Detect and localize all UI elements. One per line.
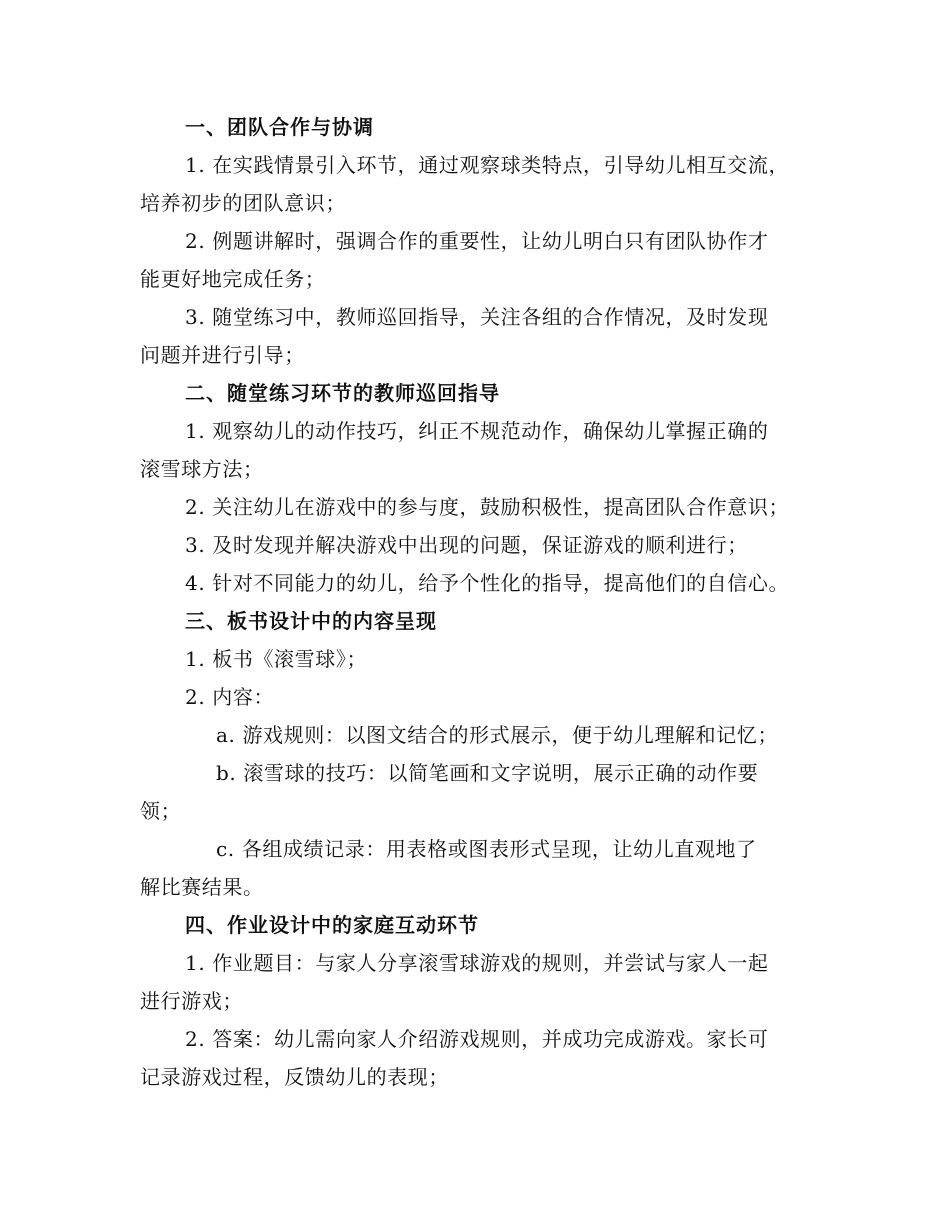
paragraph-line: b. 滚雪球的技巧：以简笔画和文字说明，展示正确的动作要 bbox=[216, 761, 759, 785]
paragraph-line: 1. 在实践情景引入环节，通过观察球类特点，引导幼儿相互交流， bbox=[185, 153, 790, 177]
paragraph-line: 解比赛结果。 bbox=[140, 875, 264, 899]
paragraph-line: 2. 答案：幼儿需向家人介绍游戏规则，并成功完成游戏。家长可 bbox=[185, 1027, 769, 1051]
paragraph-line: 1. 作业题目：与家人分享滚雪球游戏的规则，并尝试与家人一起 bbox=[185, 951, 769, 975]
paragraph-line: 2. 内容： bbox=[185, 685, 275, 709]
section-heading: 四、作业设计中的家庭互动环节 bbox=[185, 913, 479, 937]
paragraph-line: 进行游戏； bbox=[140, 989, 243, 1013]
paragraph-line: 领； bbox=[140, 799, 182, 823]
paragraph-line: c. 各组成绩记录：用表格或图表形式呈现，让幼儿直观地了 bbox=[216, 837, 757, 861]
paragraph-line: 1. 板书《滚雪球》； bbox=[185, 647, 368, 671]
paragraph-line: 4. 针对不同能力的幼儿，给予个性化的指导，提高他们的自信心。 bbox=[185, 571, 790, 595]
paragraph-line: 3. 随堂练习中，教师巡回指导，关注各组的合作情况，及时发现 bbox=[185, 305, 769, 329]
paragraph-line: 记录游戏过程，反馈幼儿的表现； bbox=[140, 1065, 449, 1089]
paragraph-line: 问题并进行引导； bbox=[140, 343, 305, 367]
paragraph-line: 能更好地完成任务； bbox=[140, 267, 326, 291]
paragraph-line: 培养初步的团队意识； bbox=[140, 191, 346, 215]
paragraph-line: 滚雪球方法； bbox=[140, 457, 264, 481]
paragraph-line: 2. 关注幼儿在游戏中的参与度，鼓励积极性，提高团队合作意识； bbox=[185, 495, 790, 519]
paragraph-line: 3. 及时发现并解决游戏中出现的问题，保证游戏的顺利进行； bbox=[185, 533, 748, 557]
paragraph-line: 1. 观察幼儿的动作技巧，纠正不规范动作，确保幼儿掌握正确的 bbox=[185, 419, 769, 443]
document-body bbox=[140, 108, 820, 1096]
section-heading: 二、随堂练习环节的教师巡回指导 bbox=[185, 381, 500, 405]
paragraph-line: 2. 例题讲解时，强调合作的重要性，让幼儿明白只有团队协作才 bbox=[185, 229, 769, 253]
section-heading: 一、团队合作与协调 bbox=[185, 115, 374, 139]
paragraph-line: a. 游戏规则：以图文结合的形式展示，便于幼儿理解和记忆； bbox=[216, 723, 779, 747]
section-heading: 三、板书设计中的内容呈现 bbox=[185, 609, 437, 633]
